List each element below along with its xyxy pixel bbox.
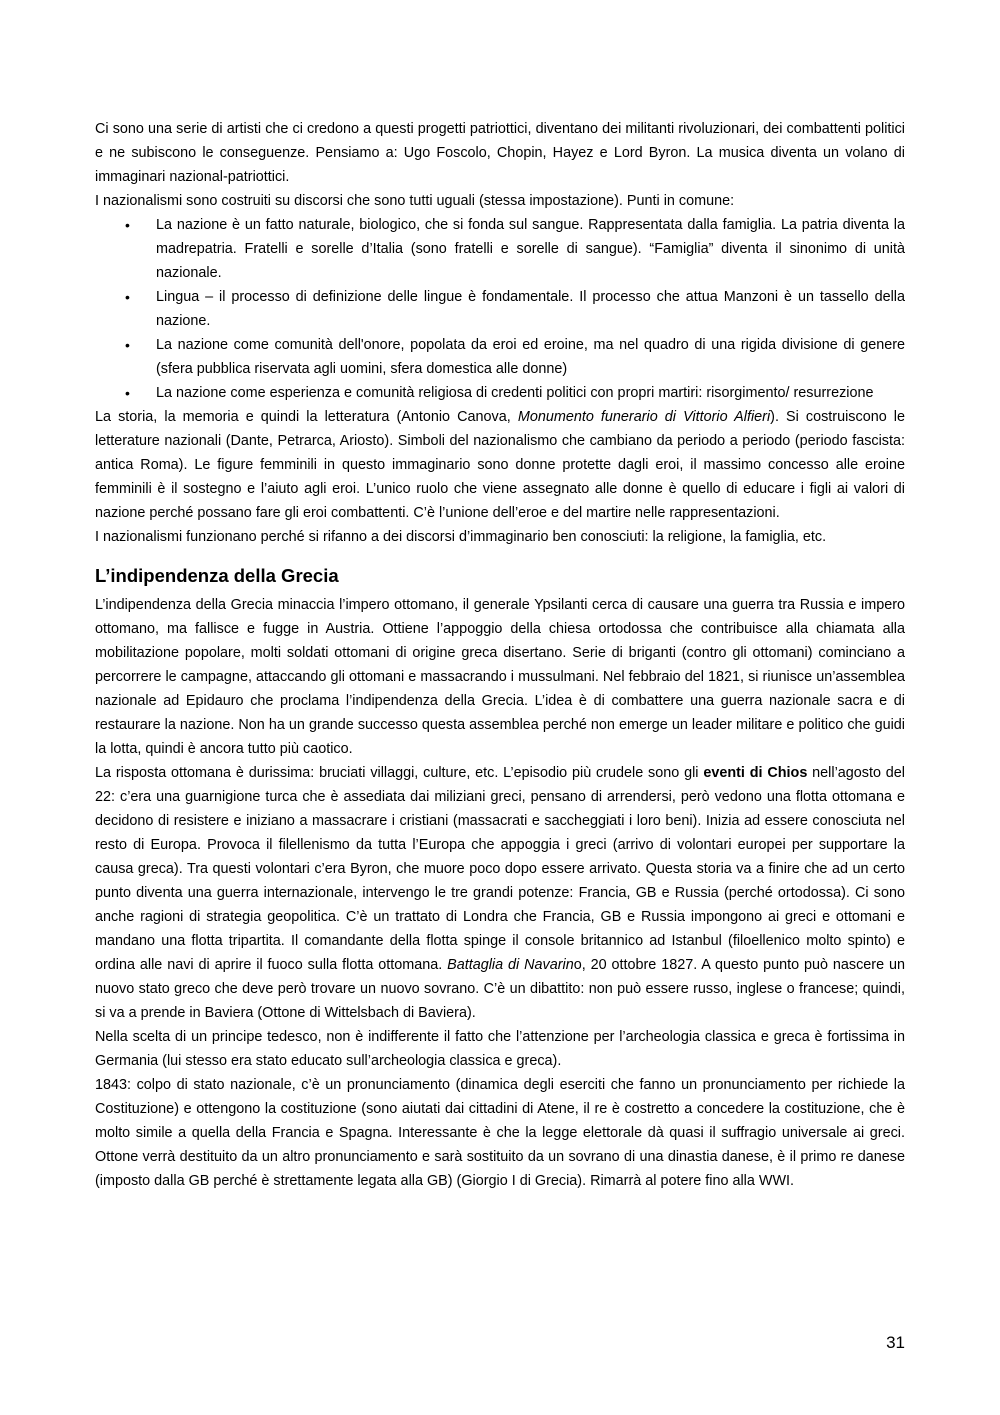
bullet-icon: • — [125, 289, 130, 305]
list-item — [95, 381, 905, 405]
list-item-text: La nazione come comunità dell'onore, popolata da eroi ed eroine, ma nel quadro di una rigida divisione di genere (sfera pubblica riservata agli uomini, sfera domestica alle donne) — [156, 337, 905, 377]
list-item — [95, 333, 905, 381]
section-paragraph-ottoman-response — [95, 761, 905, 1025]
intro-paragraph-nationalisms: I nazionalismi sono costruiti su discorsi che sono tutti uguali (stessa impostazione). Punti in comune: — [95, 193, 735, 209]
section-heading: L’indipendenza della Grecia — [95, 565, 339, 586]
emphasis-bold: eventi di Chios — [703, 765, 808, 781]
intro-paragraph-history — [95, 405, 905, 525]
list-item — [95, 285, 905, 333]
text-run: o, 20 ottobre 1827. A questo punto può nascere un nuovo stato greco che deve però trovare un nuovo sovrano. C’è un dibattito: non può essere russo, inglese o francese; quindi, si va a prende in Baviera (Ottone di Wittelsbach di Baviera). — [95, 957, 905, 1021]
bullet-icon: • — [125, 385, 130, 401]
page-number: 31 — [886, 1333, 905, 1352]
bullet-icon: • — [125, 217, 130, 233]
bullet-icon: • — [125, 337, 130, 353]
list-item-text: Lingua – il processo di definizione delle lingue è fondamentale. Il processo che attua Manzoni è un tassello della nazione. — [156, 289, 905, 329]
section-paragraph-1843: 1843: colpo di stato nazionale, c’è un pronunciamento (dinamica degli eserciti che fanno un pronunciamento per richiede la Costituzione) e ottengono la costituzione (sono aiutati dai cittadini di Atene, il re è costretto a concedere la costituzione, che è molto simile a quella della Francia e Spagna. Interessante è che la legge elettorale dà quasi il suffragio universale ai greci. Ottone verrà destituito da un altro pronunciamento e sarà sostituito da un sovrano di una dinastia danese, è il primo re danese (imposto dalla GB perché è strettamente legata alla GB) (Giorgio I di Grecia). Rimarrà al potere fino alla WWI. — [95, 1077, 905, 1189]
intro-paragraph-artists: Ci sono una serie di artisti che ci credono a questi progetti patriottici, diventano dei militanti rivoluzionari, dei combattenti politici e ne subiscono le conseguenze. Pensiamo a: Ugo Foscolo, Chopin, Hayez e Lord Byron. La musica diventa un volano di immaginari nazional-patriottici. — [95, 121, 905, 185]
list-item-text: La nazione come esperienza e comunità religiosa di credenti politici con propri martiri: risorgimento/ resurrezione — [156, 385, 874, 401]
artwork-title: Monumento funerario di Vittorio Alfieri — [517, 409, 771, 425]
document-body — [95, 117, 905, 1193]
list-item — [95, 213, 905, 285]
battle-title: Battaglia di Navarin — [447, 957, 574, 973]
text-run: nell’agosto del 22: c’era una guarnigione turca che è assediata dai miliziani greci, pensano di arrendersi, però vedono una flotta ottomana e decidono di resistere e iniziano a massacrare i cristiani (massacrati e saccheggiati i loro beni). Inizia ad essere conosciuta nel resto di Europa. Provoca il filellenismo da tutta l’Europa che appoggia i greci (arrivo di volontari europei per supportare la causa greca). Tra questi volontari c’era Byron, che muore poco dopo essere arrivato. Questa storia va a finire che ad un certo punto diventa una guerra internazionale, intervengo le tre grandi potenze: Francia, GB e Russia (perché ortodossa). Ci sono anche ragioni di strategia geopolitica. C’è un trattato di Londra che Francia, GB e Russia impongono ai greci e ottomani e mandano una flotta tripartita. Il comandante della flotta spinge il console britannico ad Istanbul (filoellenico molto spinto) e ordina alle navi di aprire il fuoco sulla flotta ottomana. — [95, 765, 906, 973]
intro-paragraph-conclusion: I nazionalismi funzionano perché si rifanno a dei discorsi d’immaginario ben conosciuti: la religione, la famiglia, etc. — [95, 529, 827, 545]
text-run: La storia, la memoria e quindi la letteratura (Antonio Canova, — [95, 409, 518, 425]
common-points-list — [95, 213, 905, 405]
section-paragraph-independence: L’indipendenza della Grecia minaccia l’impero ottomano, il generale Ypsilanti cerca di causare una guerra tra Russia e impero ottomano, ma fallisce e fugge in Austria. Ottiene l’appoggio della chiesa ortodossa che contribuisce alla chiamata alla mobilitazione popolare, molti soldati ottomani di origine greca disertano. Serie di briganti (contro gli ottomani) cominciano a percorrere le campagne, attaccando gli ottomani e massacrando i mussulmani. Nel febbraio del 1821, si riunisce un’assemblea nazionale ad Epidauro che proclama l’indipendenza della Grecia. L’idea è di combattere una guerra nazionale sacra e di restaurare la nazione. Non ha un grande successo questa assemblea perché non emerge un leader militare e politico che guidi la lotta, quindi è ancora tutto più caotico. — [95, 597, 905, 757]
section-paragraph-german-prince: Nella scelta di un principe tedesco, non è indifferente il fatto che l’attenzione per l’archeologia classica e greca è fortissima in Germania (lui stesso era stato educato sull’archeologia classica e greca). — [95, 1029, 905, 1069]
list-item-text: La nazione è un fatto naturale, biologico, che si fonda sul sangue. Rappresentata dalla famiglia. La patria diventa la madrepatria. Fratelli e sorelle d’Italia (sono fratelli e sorelle di sangue). “Famiglia” diventa il sinonimo di unità nazionale. — [156, 217, 905, 281]
text-run: La risposta ottomana è durissima: bruciati villaggi, culture, etc. L’episodio più crudele sono gli — [95, 765, 704, 781]
text-run: ). Si costruiscono le letterature nazionali (Dante, Petrarca, Ariosto). Simboli del nazionalismo che cambiano da periodo a periodo (periodo fascista: antica Roma). Le figure femminili in questo immaginario sono donne protette dagli eroi, il massimo concesso alle eroine femminili è il sostegno e l’aiuto agli eroi. L’unico ruolo che viene assegnato alle donne è quello di educare i figli ai valori di nazione perché possano fare gli eroi combattenti. C’è l’unione dell’eroe e del martire nelle rappresentazioni. — [95, 409, 905, 521]
